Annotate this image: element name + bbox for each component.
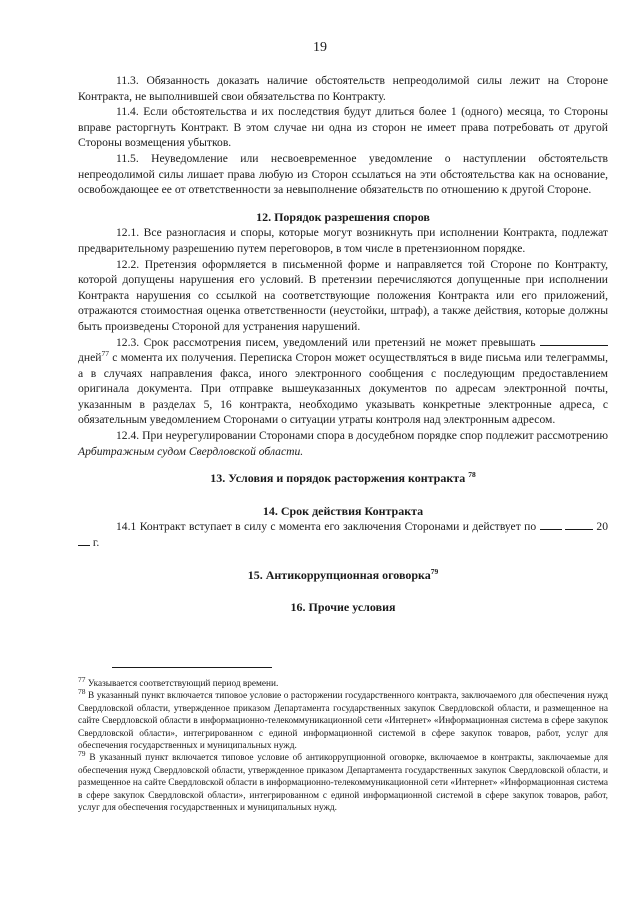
year-suffix: г. [92,536,100,550]
document-body [78,73,608,616]
date-year-blank [78,535,90,546]
footnote-77-text: Указывается соответствующий период времени. [87,679,279,689]
footnotes [78,674,608,814]
footnote-79-text: В указанный пункт включается типовое условие об антикоррупционной оговорке, включаемое в контракты, заключаемые для обеспечения нужд Свердловской области, утвержденное приказом Департамента государственных закупок Свердловской области, и размещенное на сайте Свердловской области в информационно-телекоммуникационной сети «Интернет» «Информационная система в сфере закупок Свердловской области», интегрированном с единой информационной системой в сфере закупок товаров, работ, услуг для обеспечения государственных и муниципальных нужд. [78,753,608,814]
footnote-separator [112,667,272,668]
paragraph-12-4 [78,428,608,459]
page-number: 19 [313,40,327,55]
footnote-78-mark: 78 [78,687,86,697]
footnote-ref-78[interactable]: 78 [468,470,476,480]
paragraph-12-3-rest: с момента их получения. Переписка Сторон может осуществляться в виде письма или телеграммы, а в случаях направления факса, иного электронного сообщения с последующим предоставлением оригинала документа. При отправке вышеуказанных документов по адресам электронной почты, указанным в разделах 5, 16 контракта, необходимо указывать конкретные электронные адреса, с обязательным уведомлением Сторонами о ситуации утраты контроля над электронным адресом. [78,351,608,427]
section-heading-15 [78,568,608,584]
section-heading-13 [78,471,608,487]
section-heading-15-text: 15. Антикоррупционная оговорка [247,567,431,582]
footnote-79-mark: 79 [78,749,86,759]
paragraph-12-1: 12.1. Все разногласия и споры, которые могут возникнуть при исполнении Контракта, подлежат предварительному разрешению путем переговоров, в том числе в претензионном порядке. [78,226,608,255]
paragraph-14-1-start: 14.1 Контракт вступает в силу с момента его заключения Сторонами и действует по [116,520,537,534]
court-name: Арбитражным судом Свердловской области. [78,444,304,458]
footnote-77 [78,674,608,690]
footnote-78 [78,687,608,752]
section-heading-13-text: 13. Условия и порядок расторжения контракта [210,471,466,486]
footnote-77-mark: 77 [78,674,86,684]
section-heading-12: 12. Порядок разрешения споров [256,209,430,224]
footnote-ref-79[interactable]: 79 [430,566,439,576]
footnote-79 [78,749,608,814]
footnote-ref-77[interactable]: 77 [101,349,109,359]
paragraph-12-3-start: 12.3. Срок рассмотрения писем, уведомлений или претензий не может превышать [116,335,536,349]
paragraph-12-2: 12.2. Претензия оформляется в письменной форме и направляется той Стороне по Контракту, которой допущены нарушения его условий. В претензии перечисляются допущенные при исполнении Контракта нарушения со ссылкой на соответствующие положения Контракта или его приложений, отражаются стоимостная оценка ответственности (неустойки, штраф), а также действия, которые должны быть произведены Стороной для устранения нарушений. [78,257,608,333]
footnote-78-text: В указанный пункт включается типовое условие о расторжении государственного контракта, заключаемого для обеспечения нужд Свердловской области, утвержденное приказом Департамента государственных закупок Свердловской области, и размещенное на сайте Свердловской области в информационно-телекоммуникационной сети «Интернет» «Информационная система в сфере закупок Свердловской области», интегрированном с единой информационной системой в сфере закупок товаров, работ, услуг для обеспечения государственных и муниципальных нужд. [78,691,608,752]
paragraph-11-3: 11.3. Обязанность доказать наличие обстоятельств непреодолимой силы лежит на Стороне Контракта, не выполнившей свои обязательства по Контракту. [78,74,608,103]
paragraph-11-4: 11.4. Если обстоятельства и их последствия будут длиться более 1 (одного) месяца, то Стороны вправе расторгнуть Контракт. В этом случае ни одна из сторон не имеет права потребовать от другой Стороны возмещения убытков. [78,105,608,150]
days-blank-field [540,335,608,346]
section-heading-14: 14. Срок действия Контракта [262,503,424,518]
days-word: дней [78,351,102,365]
section-heading-16: 16. Прочие условия [290,600,396,615]
year-prefix: 20 [596,520,608,534]
date-month-blank [565,519,593,530]
date-day-blank [540,519,562,530]
paragraph-14-1 [78,519,608,550]
paragraph-12-4-start: 12.4. При неурегулировании Сторонами спора в досудебном порядке спор подлежит рассмотрению [116,429,608,443]
paragraph-11-5: 11.5. Неуведомление или несвоевременное уведомление о наступлении обстоятельств непреодолимой силы лишает права любую из Сторон ссылаться на эти обстоятельства как на основание, освобождающее ее от ответственности за невыполнение обязательств по отношению к другой Стороне. [78,151,608,197]
paragraph-12-3 [78,335,608,429]
